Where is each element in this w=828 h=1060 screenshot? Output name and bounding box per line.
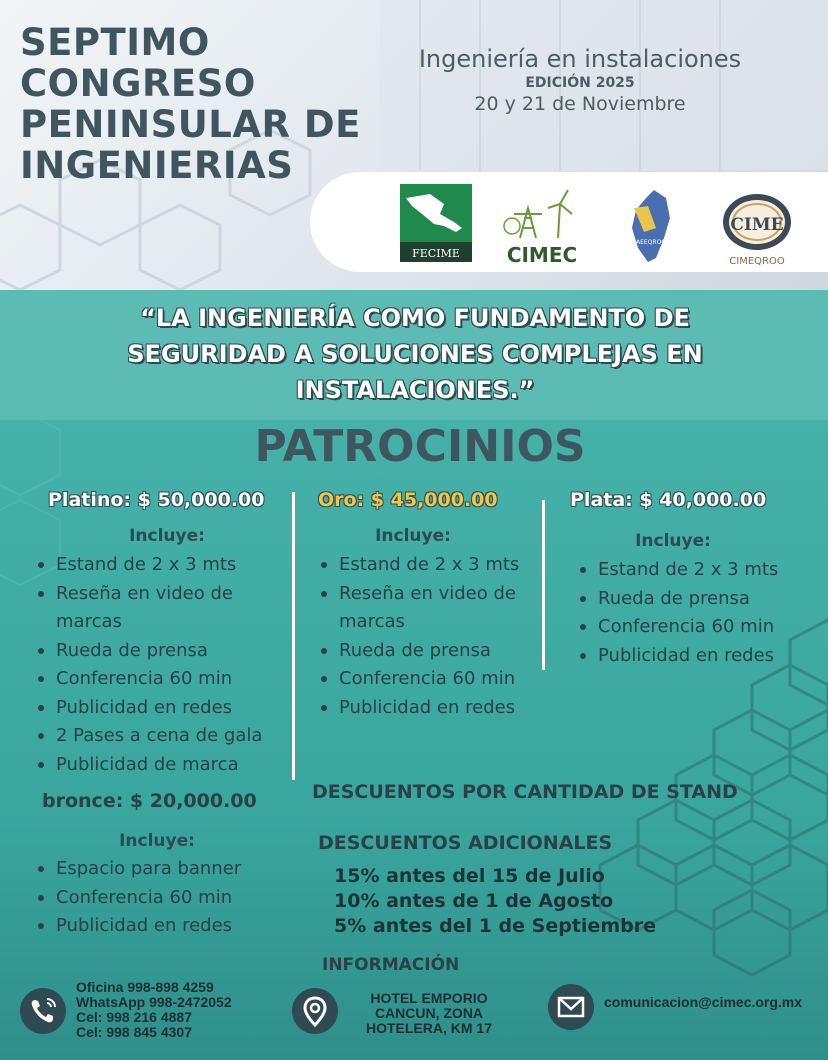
event-subtitle	[398, 44, 762, 116]
list-item: marcas	[339, 611, 405, 632]
list-item: Conferencia 60 min	[576, 613, 778, 642]
cimec-logo	[498, 186, 586, 268]
list-item: Conferencia 60 min	[34, 884, 241, 913]
discount-line: 10% antes de 1 de Agosto	[334, 890, 614, 912]
plata-price: Plata: $ 40,000.00	[570, 489, 767, 511]
list-item: Estand de 2 x 3 mts	[576, 556, 778, 585]
title-line: CONGRESO	[20, 62, 256, 105]
congress-title	[20, 22, 380, 186]
address-line: HOTELERA, KM 17	[365, 1020, 492, 1036]
platino-benefits-list	[34, 551, 262, 779]
event-edition: EDICIÓN 2025	[525, 75, 635, 91]
title-line: INGENIERIAS	[20, 144, 294, 187]
additional-discount-title: DESCUENTOS ADICIONALES	[318, 832, 613, 854]
list-item: Publicidad en redes	[317, 694, 519, 723]
oro-benefits-list	[317, 551, 519, 722]
address	[356, 991, 502, 1036]
aeeqroo-logo-text: AEEQROO	[635, 239, 667, 246]
phone-number[interactable]: Cel: 998 845 4307	[76, 1024, 192, 1040]
cimeqroo-logo	[712, 190, 802, 268]
phone-icon	[20, 988, 66, 1034]
list-item: Estand de 2 x 3 mts	[34, 551, 262, 580]
slogan-line: “LA INGENIERÍA COMO FUNDAMENTO DE	[140, 304, 690, 332]
discount-line: 5% antes del 1 de Septiembre	[334, 915, 656, 937]
phone-contacts	[76, 980, 232, 1040]
plata-includes-label: Incluye:	[635, 531, 711, 551]
cimeqroo-logo-text: CIMEQROO	[729, 256, 785, 267]
bronce-price: bronce: $ 20,000.00	[42, 790, 257, 812]
address-line: CANCUN, ZONA	[374, 1005, 484, 1021]
oro-includes-label: Incluye:	[375, 526, 451, 546]
list-item: Rueda de prensa	[576, 585, 778, 614]
list-item: Reseña en video de	[34, 580, 262, 609]
slogan-line: INSTALACIONES.”	[295, 376, 535, 404]
fecime-logo-text: FECIME	[412, 247, 460, 260]
list-item: 2 Pases a cena de gala	[34, 722, 262, 751]
discount-lines	[334, 864, 656, 939]
event-dates: 20 y 21 de Noviembre	[474, 93, 686, 115]
phone-number[interactable]: Oficina 998-898 4259	[76, 979, 214, 995]
list-item: Rueda de prensa	[34, 637, 262, 666]
list-item: Estand de 2 x 3 mts	[317, 551, 519, 580]
email-link[interactable]: comunicacion@cimec.org.mx	[604, 994, 803, 1010]
location-pin-icon	[292, 988, 338, 1034]
event-topic: Ingeniería en instalaciones	[418, 45, 742, 73]
oro-price: Oro: $ 45,000.00	[318, 489, 498, 511]
discount-line: 15% antes del 15 de Julio	[334, 865, 605, 887]
title-line: PENINSULAR DE	[20, 103, 361, 146]
aeeqroo-logo	[626, 188, 676, 264]
slogan-line: SEGURIDAD A SOLUCIONES COMPLEJAS EN	[127, 340, 703, 368]
column-divider	[542, 500, 545, 670]
address-line: HOTEL EMPORIO	[370, 990, 488, 1006]
list-item: Rueda de prensa	[317, 637, 519, 666]
info-title: INFORMACIÓN	[322, 955, 460, 975]
title-line: SEPTIMO	[20, 21, 210, 64]
phone-number[interactable]: Cel: 998 216 4887	[76, 1009, 192, 1025]
bronce-benefits-list	[34, 855, 241, 941]
slogan-text	[70, 300, 760, 408]
cimec-logo-text: CIMEC	[506, 243, 578, 267]
platino-price: Platino: $ 50,000.00	[48, 489, 265, 511]
fecime-logo	[400, 184, 472, 262]
platino-includes-label: Incluye:	[129, 526, 205, 546]
list-item: Publicidad en redes	[576, 642, 778, 671]
cimeqroo-mark-text: CIME	[730, 215, 784, 235]
plata-benefits-list	[576, 556, 778, 670]
email-address[interactable]	[604, 995, 802, 1010]
list-item: Conferencia 60 min	[317, 665, 519, 694]
bronce-includes-label: Incluye:	[119, 831, 195, 851]
list-item: Publicidad en redes	[34, 912, 241, 941]
envelope-icon	[548, 984, 594, 1030]
quantity-discount-title: DESCUENTOS POR CANTIDAD DE STAND	[312, 781, 738, 803]
list-item: Publicidad en redes	[34, 694, 262, 723]
list-item: Espacio para banner	[34, 855, 241, 884]
list-item: Publicidad de marca	[34, 751, 262, 780]
list-item: Reseña en video de	[317, 580, 519, 609]
sponsorship-title: PATROCINIOS	[254, 421, 586, 472]
phone-number[interactable]: WhatsApp 998-2472052	[76, 994, 232, 1010]
list-item: Conferencia 60 min	[34, 665, 262, 694]
column-divider	[292, 492, 295, 780]
list-item: marcas	[56, 611, 122, 632]
